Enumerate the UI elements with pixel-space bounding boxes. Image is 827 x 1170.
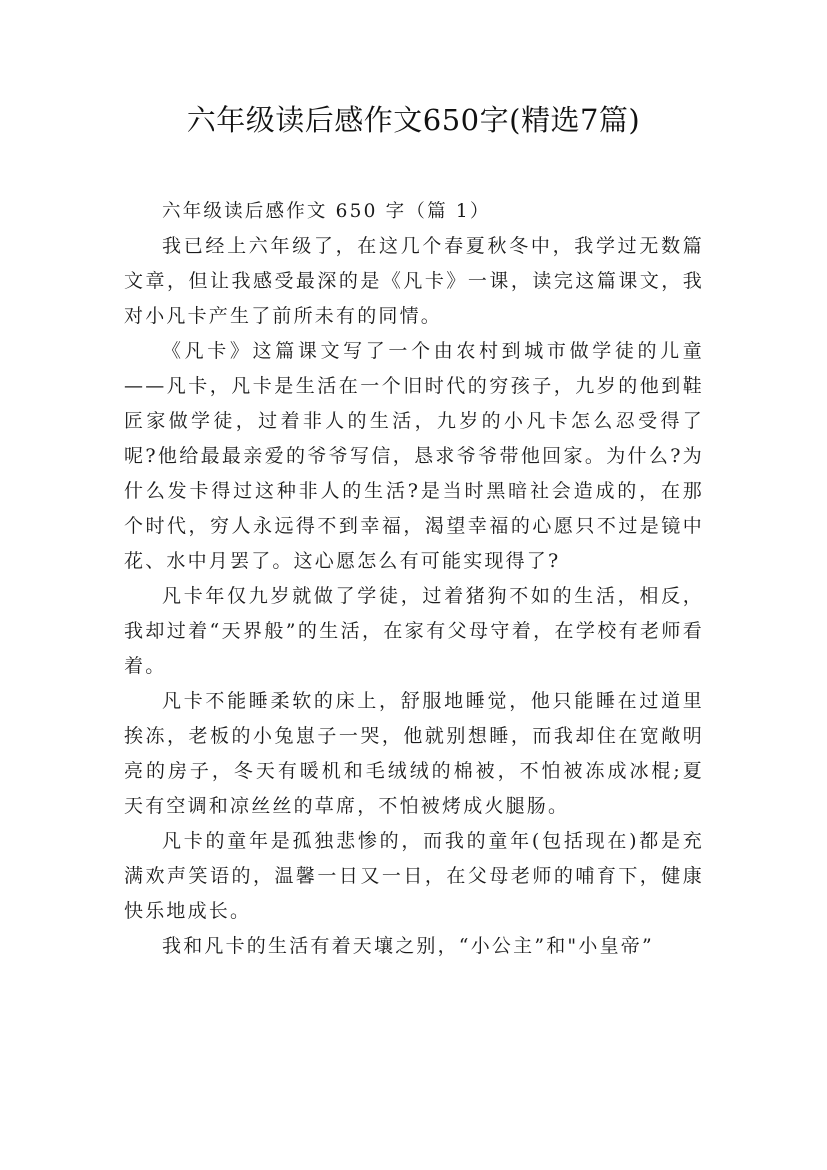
paragraph: 我和凡卡的生活有着天壤之别，“小公主”和"小皇帝” bbox=[162, 935, 654, 957]
paragraph: 凡卡的童年是孤独悲惨的，而我的童年(包括现在)都是充满欢声笑语的，温馨一日又一日，在父母老师的哺育下，健康快乐地成长。 bbox=[124, 830, 704, 922]
paragraph: 凡卡年仅九岁就做了学徒，过着猪狗不如的生活，相反，我却过着“天界般”的生活，在家有父母守着，在学校有老师看着。 bbox=[124, 585, 704, 677]
document-body bbox=[124, 194, 704, 964]
document-title: 六年级读后感作文650字(精选7篇) bbox=[186, 103, 641, 137]
paragraph: 我已经上六年级了，在这几个春夏秋冬中，我学过无数篇文章，但让我感受最深的是《凡卡》一课，读完这篇课文，我对小凡卡产生了前所未有的同情。 bbox=[124, 235, 704, 327]
section-heading: 六年级读后感作文 650 字（篇 1） bbox=[162, 201, 491, 222]
paragraph: 《凡卡》这篇课文写了一个由农村到城市做学徒的儿童——凡卡，凡卡是生活在一个旧时代的穷孩子，九岁的他到鞋匠家做学徒，过着非人的生活，九岁的小凡卡怎么忍受得了呢?他给最最亲爱的爷爷写信，恳求爷爷带他回家。为什么?为什么发卡得过这种非人的生活?是当时黑暗社会造成的，在那个时代，穷人永远得不到幸福，渴望幸福的心愿只不过是镜中花、水中月罢了。这心愿怎么有可能实现得了? bbox=[124, 340, 704, 572]
paragraph: 凡卡不能睡柔软的床上，舒服地睡觉，他只能睡在过道里挨冻，老板的小兔崽子一哭，他就别想睡，而我却住在宽敞明亮的房子，冬天有暖机和毛绒绒的棉被，不怕被冻成冰棍;夏天有空调和凉丝丝的草席，不怕被烤成火腿肠。 bbox=[124, 690, 704, 817]
